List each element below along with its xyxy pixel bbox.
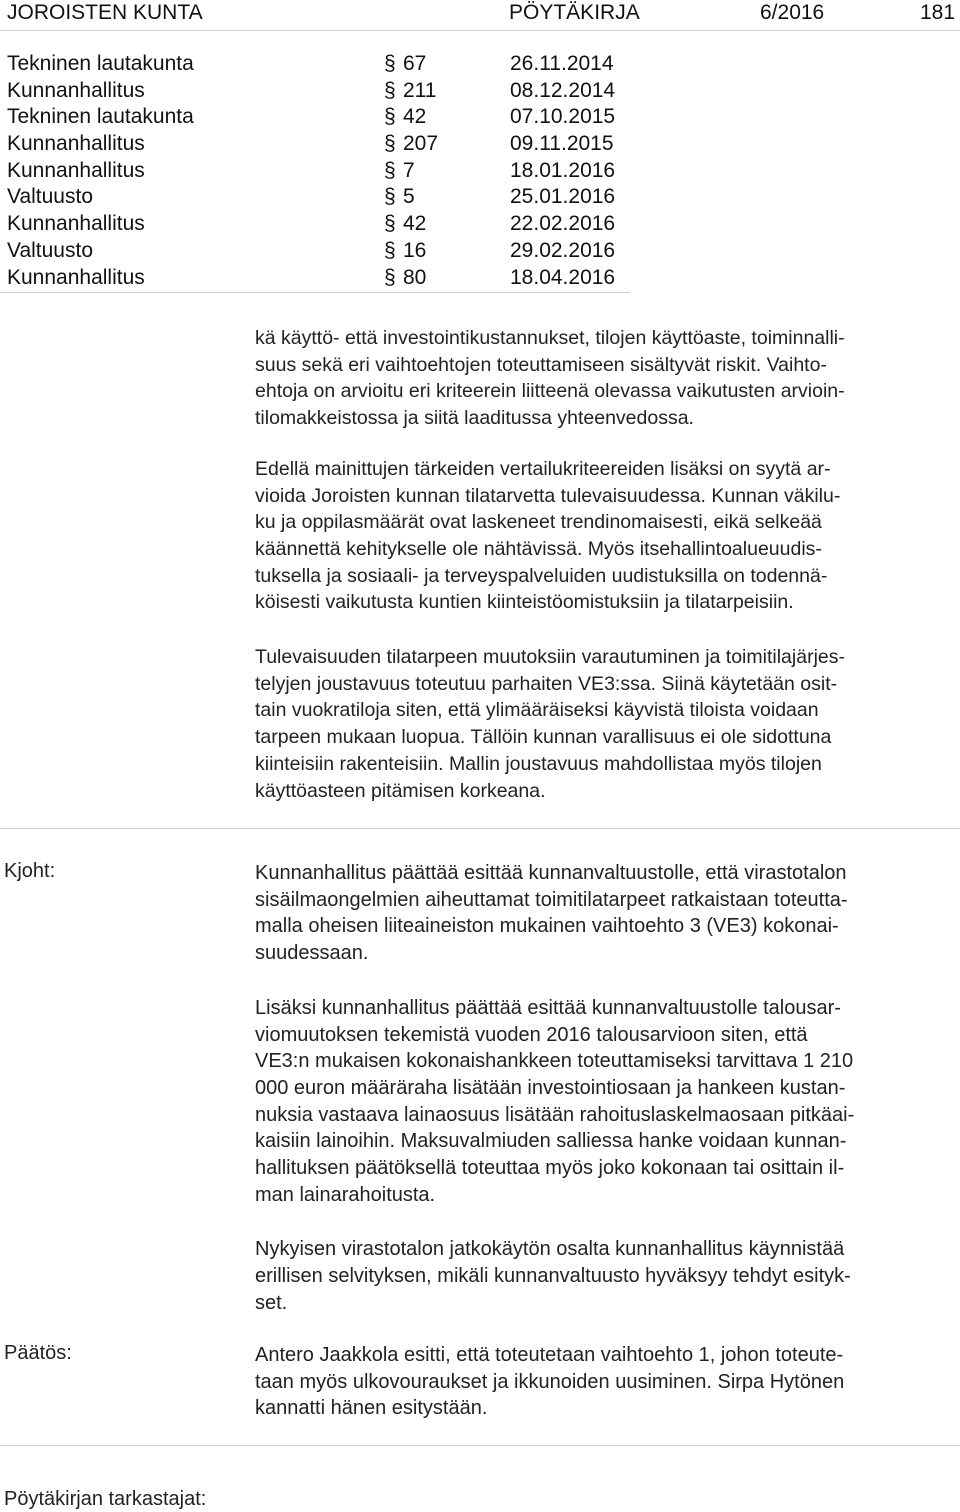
text-line: nuksia vastaava lainaosuus lisätään rahoituslaskelmaosaan pitkäai- bbox=[255, 1103, 855, 1126]
paragraph bbox=[255, 860, 955, 967]
text-line: Tulevaisuuden tilatarpeen muutoksiin varautuminen ja toimitilajärjes- bbox=[255, 646, 845, 669]
text-line: set. bbox=[255, 1291, 288, 1314]
history-section-number: 42 bbox=[403, 105, 427, 129]
text-line: erillisen selvityksen, mikäli kunnanvaltuusto hyväksyy tehdyt esityk- bbox=[255, 1265, 851, 1288]
paragraph bbox=[255, 644, 955, 804]
paragraph bbox=[255, 325, 955, 432]
history-body-name: Kunnanhallitus bbox=[7, 265, 145, 289]
page-header bbox=[0, 0, 960, 31]
text-line: ehtoja on arvioitu eri kriteerein liitteenä olevassa vaikutusten arvioin- bbox=[255, 380, 845, 403]
history-section-number: 16 bbox=[403, 238, 427, 262]
section-symbol: § bbox=[384, 132, 396, 156]
text-line: Antero Jaakkola esitti, että toteutetaan vaihtoehto 1, johon toteute- bbox=[255, 1344, 844, 1366]
text-line: hallituksen päätöksellä toteuttaa myös joko kokonaan tai osittain il- bbox=[255, 1157, 845, 1180]
history-body-name: Kunnanhallitus bbox=[7, 132, 145, 156]
history-body-name: Tekninen lautakunta bbox=[7, 105, 194, 129]
document-type: PÖYTÄKIRJA bbox=[509, 1, 640, 24]
history-section-number: 67 bbox=[403, 52, 427, 75]
history-date: 18.01.2016 bbox=[510, 158, 616, 182]
history-row bbox=[0, 105, 630, 132]
section-symbol: § bbox=[384, 212, 396, 236]
page-number: 181 bbox=[920, 1, 956, 24]
text-line: kiinteisiin rakenteisiin. Mallin joustavuus mahdollistaa myös tilojen bbox=[255, 752, 822, 775]
text-line: VE3:n mukaisen kokonaishankkeen toteuttamiseksi tarvittava 1 210 bbox=[255, 1050, 854, 1073]
text-line: telyjen joustavuus toteutuu parhaiten VE3:ssa. Siinä käytetään osit- bbox=[255, 672, 838, 695]
text-line: käännettä kehitykselle ole nähtävissä. Myös itsehallintoalueuudis- bbox=[255, 537, 822, 560]
text-line: tuksella ja sosiaali- ja terveyspalveluiden uudistuksilla on todennä- bbox=[255, 564, 828, 587]
text-line: suus sekä eri vaihtoehtojen toteuttamiseen sisältyvät riskit. Vaihto- bbox=[255, 353, 827, 376]
paragraph bbox=[255, 456, 955, 616]
text-line: käyttöasteen pitämisen korkeana. bbox=[255, 779, 546, 802]
paragraph bbox=[255, 1342, 955, 1422]
history-row bbox=[0, 185, 630, 212]
text-line: kä käyttö- että investointikustannukset, tilojen käyttöaste, toiminnalli- bbox=[255, 327, 845, 349]
text-line: kaisiin lainoihin. Maksuvalmiuden salliessa hanke voidaan kunnan- bbox=[255, 1130, 847, 1153]
section-symbol: § bbox=[384, 185, 396, 209]
text-line: Edellä mainittujen tärkeiden vertailukriteereiden lisäksi on syytä ar- bbox=[255, 457, 831, 480]
section-symbol: § bbox=[384, 52, 396, 75]
text-line: ku ja oppilasmäärät ovat laskeneet trendinomaisesti, eikä selkeää bbox=[255, 511, 822, 534]
text-line: Kunnanhallitus päättää esittää kunnanvaltuustolle, että virastotalon bbox=[255, 862, 847, 884]
text-line: 000 euron määräraha lisätään investointiosaan ja hankeen kustan- bbox=[255, 1076, 846, 1099]
text-line: vioida Joroisten kunnan tilatarvetta tulevaisuudessa. Kunnan väkilu- bbox=[255, 484, 841, 507]
history-section-number: 207 bbox=[403, 132, 439, 156]
tarkastajat-label: Pöytäkirjan tarkastajat: bbox=[4, 1488, 207, 1510]
history-section-number: 211 bbox=[403, 78, 437, 102]
history-row bbox=[0, 212, 630, 239]
section-symbol: § bbox=[384, 78, 396, 102]
history-row bbox=[0, 239, 630, 266]
municipality-name: JOROISTEN KUNTA bbox=[7, 1, 203, 24]
paatos-text bbox=[255, 1342, 955, 1422]
text-line: Nykyisen virastotalon jatkokäytön osalta kunnanhallitus käynnistää bbox=[255, 1238, 845, 1261]
handling-history-table bbox=[0, 52, 630, 293]
history-date: 22.02.2016 bbox=[510, 212, 616, 236]
history-date: 18.04.2016 bbox=[510, 265, 616, 289]
history-body-name: Kunnanhallitus bbox=[7, 158, 145, 182]
history-row bbox=[0, 79, 630, 106]
history-row bbox=[0, 159, 630, 186]
text-line: malla oheisen liiteaineiston mukainen vaihtoehto 3 (VE3) kokonai- bbox=[255, 915, 839, 938]
kjoht-text bbox=[255, 860, 955, 1317]
text-line: tarpeen mukaan luopua. Tällöin kunnan varallisuus ei ole sidottuna bbox=[255, 726, 832, 749]
history-section-number: 80 bbox=[403, 265, 427, 289]
text-line: suudessaan. bbox=[255, 942, 369, 965]
section-symbol: § bbox=[384, 105, 396, 129]
section-divider bbox=[0, 1445, 960, 1446]
text-line: viomuutoksen tekemistä vuoden 2016 talousarvioon siten, että bbox=[255, 1023, 808, 1046]
main-text bbox=[255, 325, 955, 804]
paragraph bbox=[255, 995, 955, 1209]
history-row bbox=[0, 132, 630, 159]
history-body-name: Kunnanhallitus bbox=[7, 78, 145, 102]
history-body-name: Valtuusto bbox=[7, 238, 93, 262]
history-date: 09.11.2015 bbox=[510, 132, 614, 156]
history-section-number: 42 bbox=[403, 212, 427, 236]
history-row bbox=[0, 52, 630, 79]
text-line: sisäilmaongelmien aiheuttamat toimitilatarpeet ratkaistaan toteutta- bbox=[255, 888, 848, 911]
history-body-name: Tekninen lautakunta bbox=[7, 52, 194, 75]
history-section-number: 5 bbox=[403, 185, 415, 209]
paatos-label: Päätös: bbox=[4, 1342, 72, 1364]
text-line: Lisäksi kunnanhallitus päättää esittää kunnanvaltuustolle talousar- bbox=[255, 996, 841, 1019]
history-row bbox=[0, 266, 630, 293]
history-section-number: 7 bbox=[403, 158, 415, 182]
section-symbol: § bbox=[384, 158, 396, 182]
text-line: tilomakkeistossa ja siitä laaditussa yhteenvedossa. bbox=[255, 407, 694, 430]
history-date: 07.10.2015 bbox=[510, 105, 616, 129]
section-symbol: § bbox=[384, 238, 396, 262]
history-body-name: Kunnanhallitus bbox=[7, 212, 145, 236]
text-line: köisesti vaikutusta kuntien kiinteistöomistuksiin ja tilatarpeisiin. bbox=[255, 591, 794, 614]
section-symbol: § bbox=[384, 265, 396, 289]
history-date: 26.11.2014 bbox=[510, 52, 614, 75]
document-number: 6/2016 bbox=[760, 1, 825, 24]
history-date: 08.12.2014 bbox=[510, 78, 616, 102]
section-divider bbox=[0, 828, 960, 829]
history-date: 25.01.2016 bbox=[510, 185, 616, 209]
history-date: 29.02.2016 bbox=[510, 238, 616, 262]
history-body-name: Valtuusto bbox=[7, 185, 93, 209]
text-line: man lainarahoitusta. bbox=[255, 1183, 436, 1206]
kjoht-label: Kjoht: bbox=[4, 860, 56, 882]
text-line: tain vuokratiloja siten, että ylimääräiseksi käyvistä tiloista voidaan bbox=[255, 699, 819, 722]
paragraph bbox=[255, 1236, 955, 1316]
text-line: kannatti hänen esitystään. bbox=[255, 1397, 488, 1420]
text-line: taan myös ulkovouraukset ja ikkunoiden uusiminen. Sirpa Hytönen bbox=[255, 1370, 845, 1393]
